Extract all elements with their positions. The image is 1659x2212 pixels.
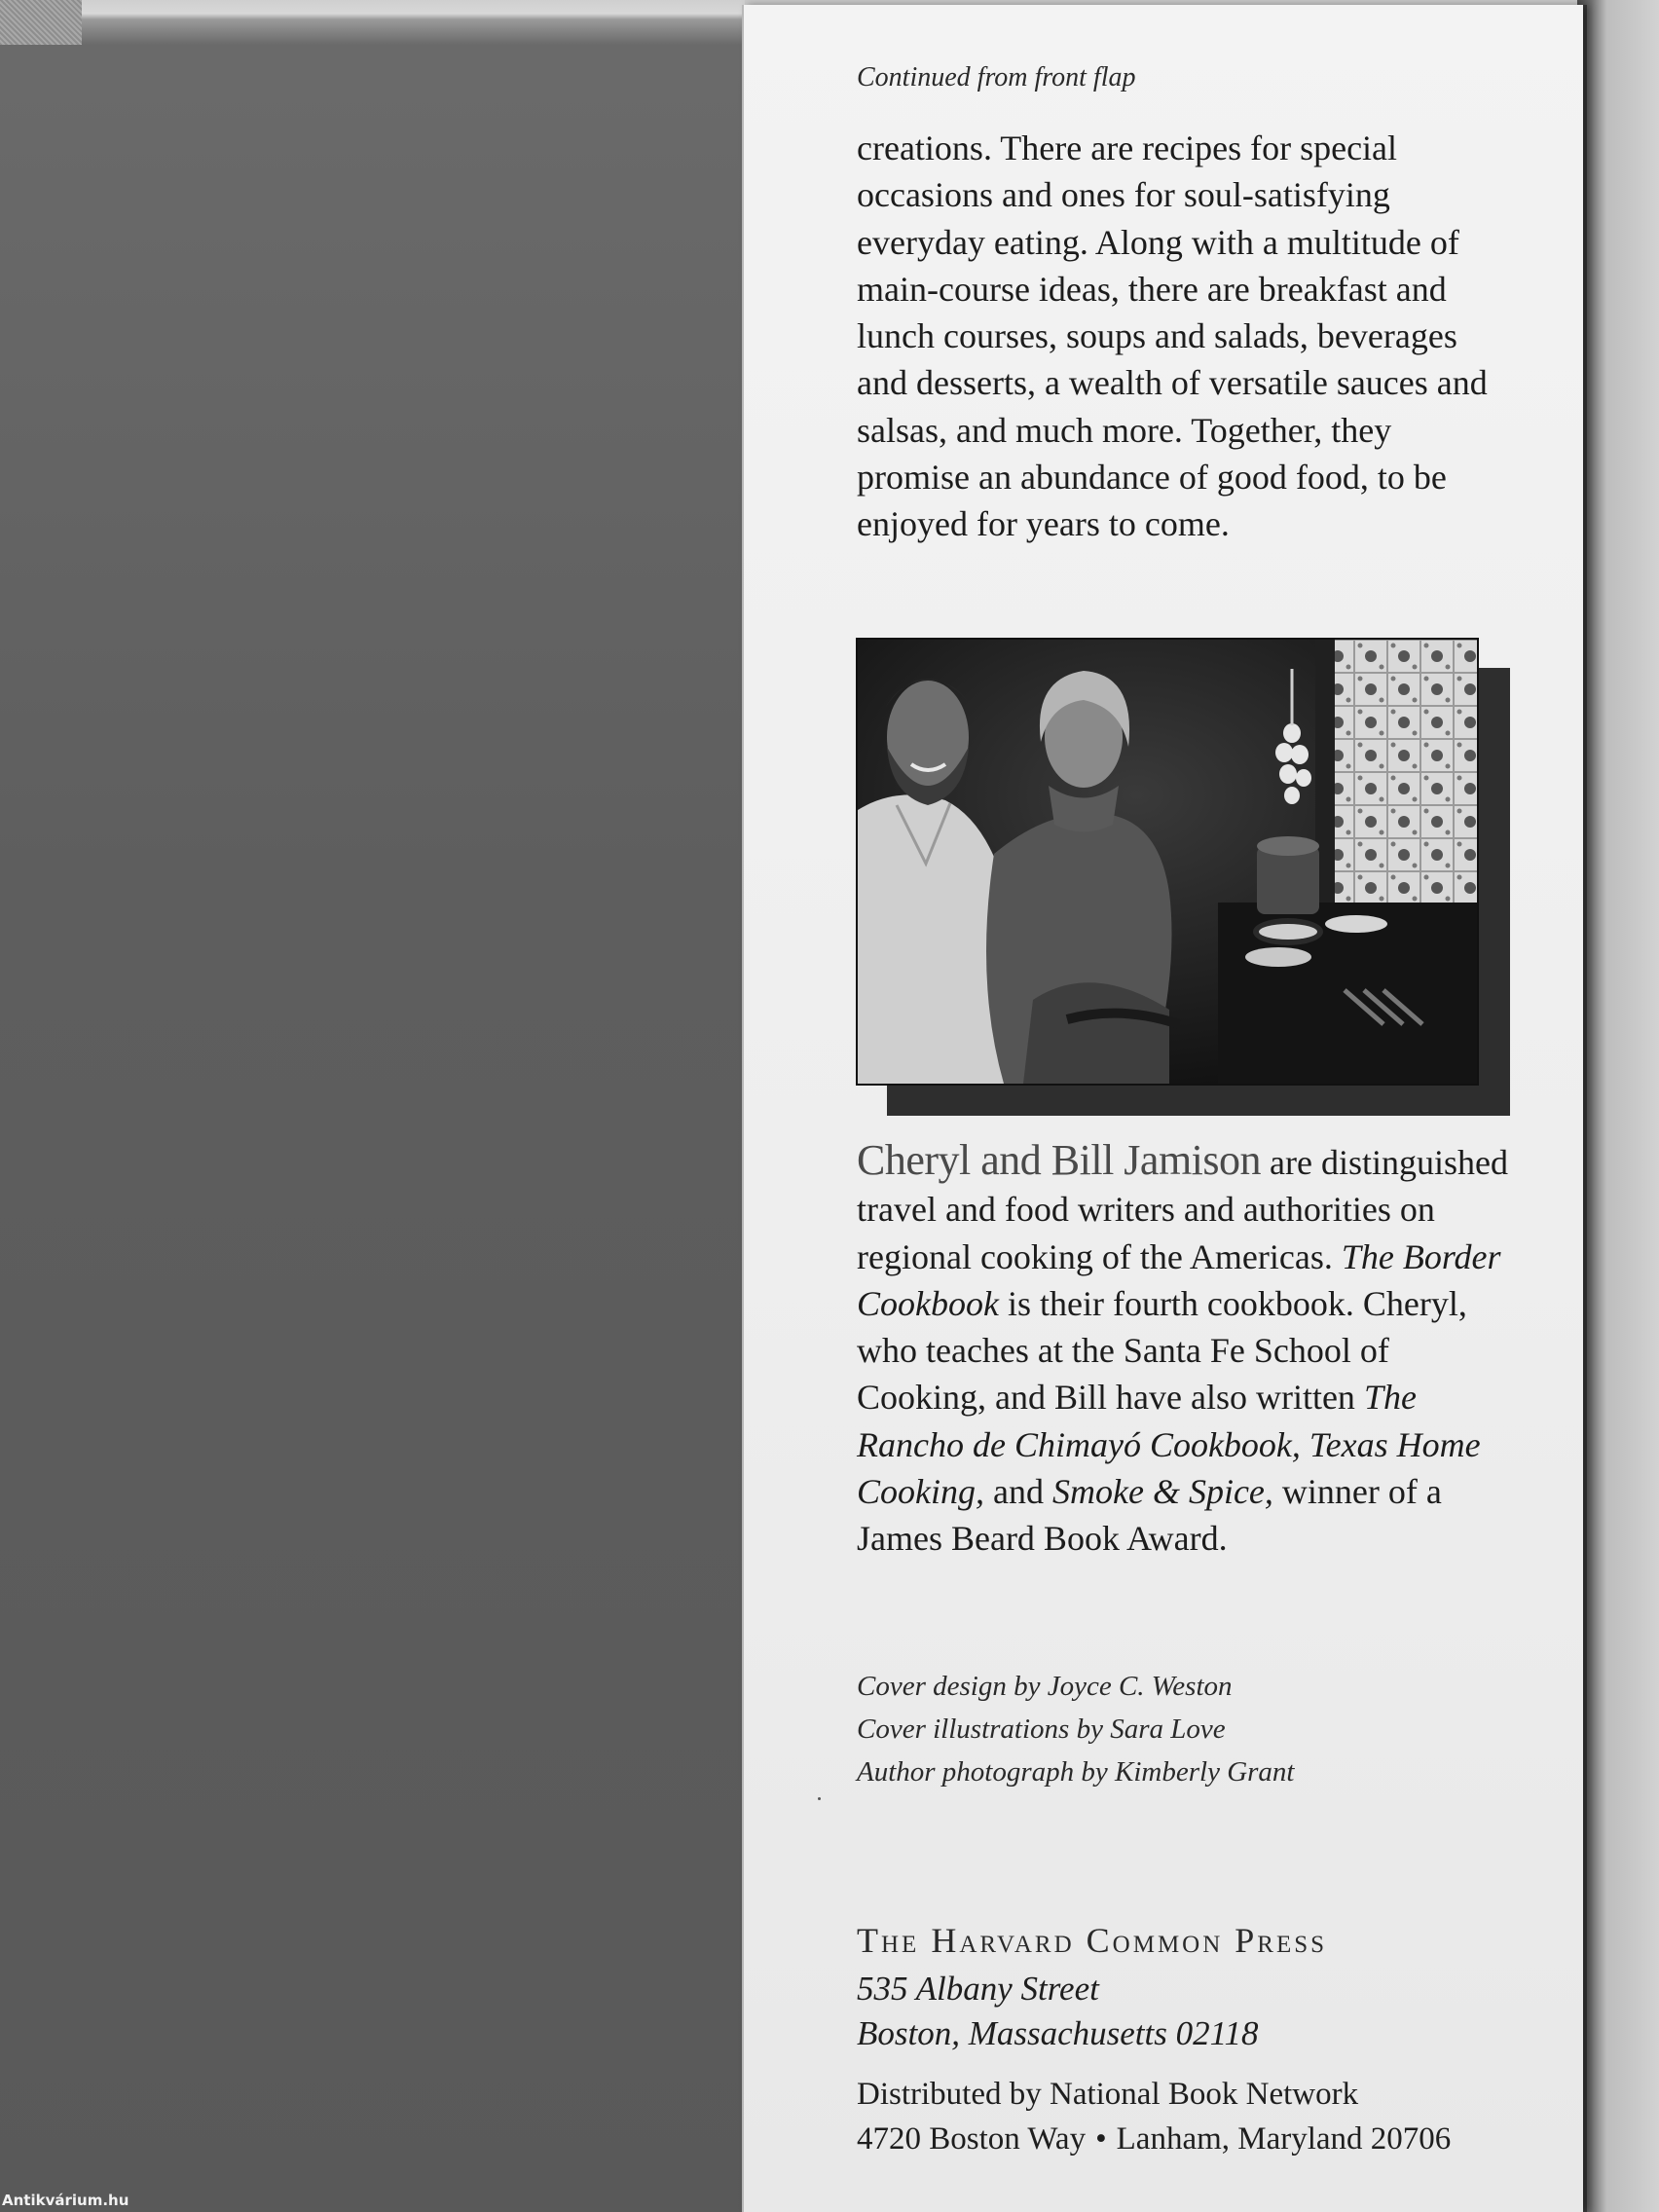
credits [857,1665,1295,1793]
speck [818,1797,821,1800]
author-names: Cheryl and Bill Jamison [857,1136,1262,1184]
book-title-smoke-spice: Smoke & Spice, [1051,1472,1273,1512]
credit-author-photograph: Author photograph by Kimberly Grant [857,1756,1295,1788]
credit-cover-illustrations: Cover illustrations by Sara Love [857,1714,1226,1745]
credit-cover-design: Cover design by Joyce C. Weston [857,1671,1233,1702]
blurb-text: creations. There are recipes for special occasions and ones for soul-satisfying everyday eating. Along with a multitude of main-course ideas, there are breakfast and lunch courses, soups and salads, beverages and desserts, a wealth of versatile sauces and salsas, and much more. Together, they promise an abundance of good food, to be enjoyed for years to come. [857,129,1488,544]
bio-text-1: are distinguished travel and food writers and authorities on regional cooking of the Americas. [857,1143,1508,1276]
bio-text-3: and [984,1472,1052,1512]
publisher-street: 535 Albany Street [857,1970,1099,2008]
watermark: Antikvárium.hu [2,2192,129,2209]
publisher-name: The Harvard Common Press [857,1921,1328,1960]
book-titles-other: The Rancho de Chimayó Cookbook, Texas Home Cooking, [857,1378,1481,1512]
book-title-border-cookbook: The Border Cookbook [857,1236,1501,1323]
distributor-street: 4720 Boston Way [857,2121,1087,2157]
continued-note: Continued from front flap [857,62,1136,92]
publisher-city: Boston, Massachusetts 02118 [857,2014,1259,2052]
distributor-info [857,2072,1451,2161]
bio-text-2: is their fourth cookbook. Cheryl, who teaches at the Santa Fe School of Cooking, and Bill have also written [857,1283,1467,1418]
distributor-line: Distributed by National Book Network [857,2077,1359,2112]
back-cover-board [0,0,745,2212]
author-bio [857,1137,1509,1563]
scanner-background [1577,0,1659,2212]
distributor-address [857,2117,1451,2161]
board-top-edge [0,0,745,45]
board-corner-cloth [0,0,82,45]
publisher-address [857,1967,1259,2056]
bio-text-4: winner of a James Beard Book Award. [857,1472,1442,1559]
bullet-separator: • [1095,2121,1107,2157]
author-photograph [856,638,1479,1086]
distributor-city: Lanham, Maryland 20706 [1116,2121,1452,2157]
